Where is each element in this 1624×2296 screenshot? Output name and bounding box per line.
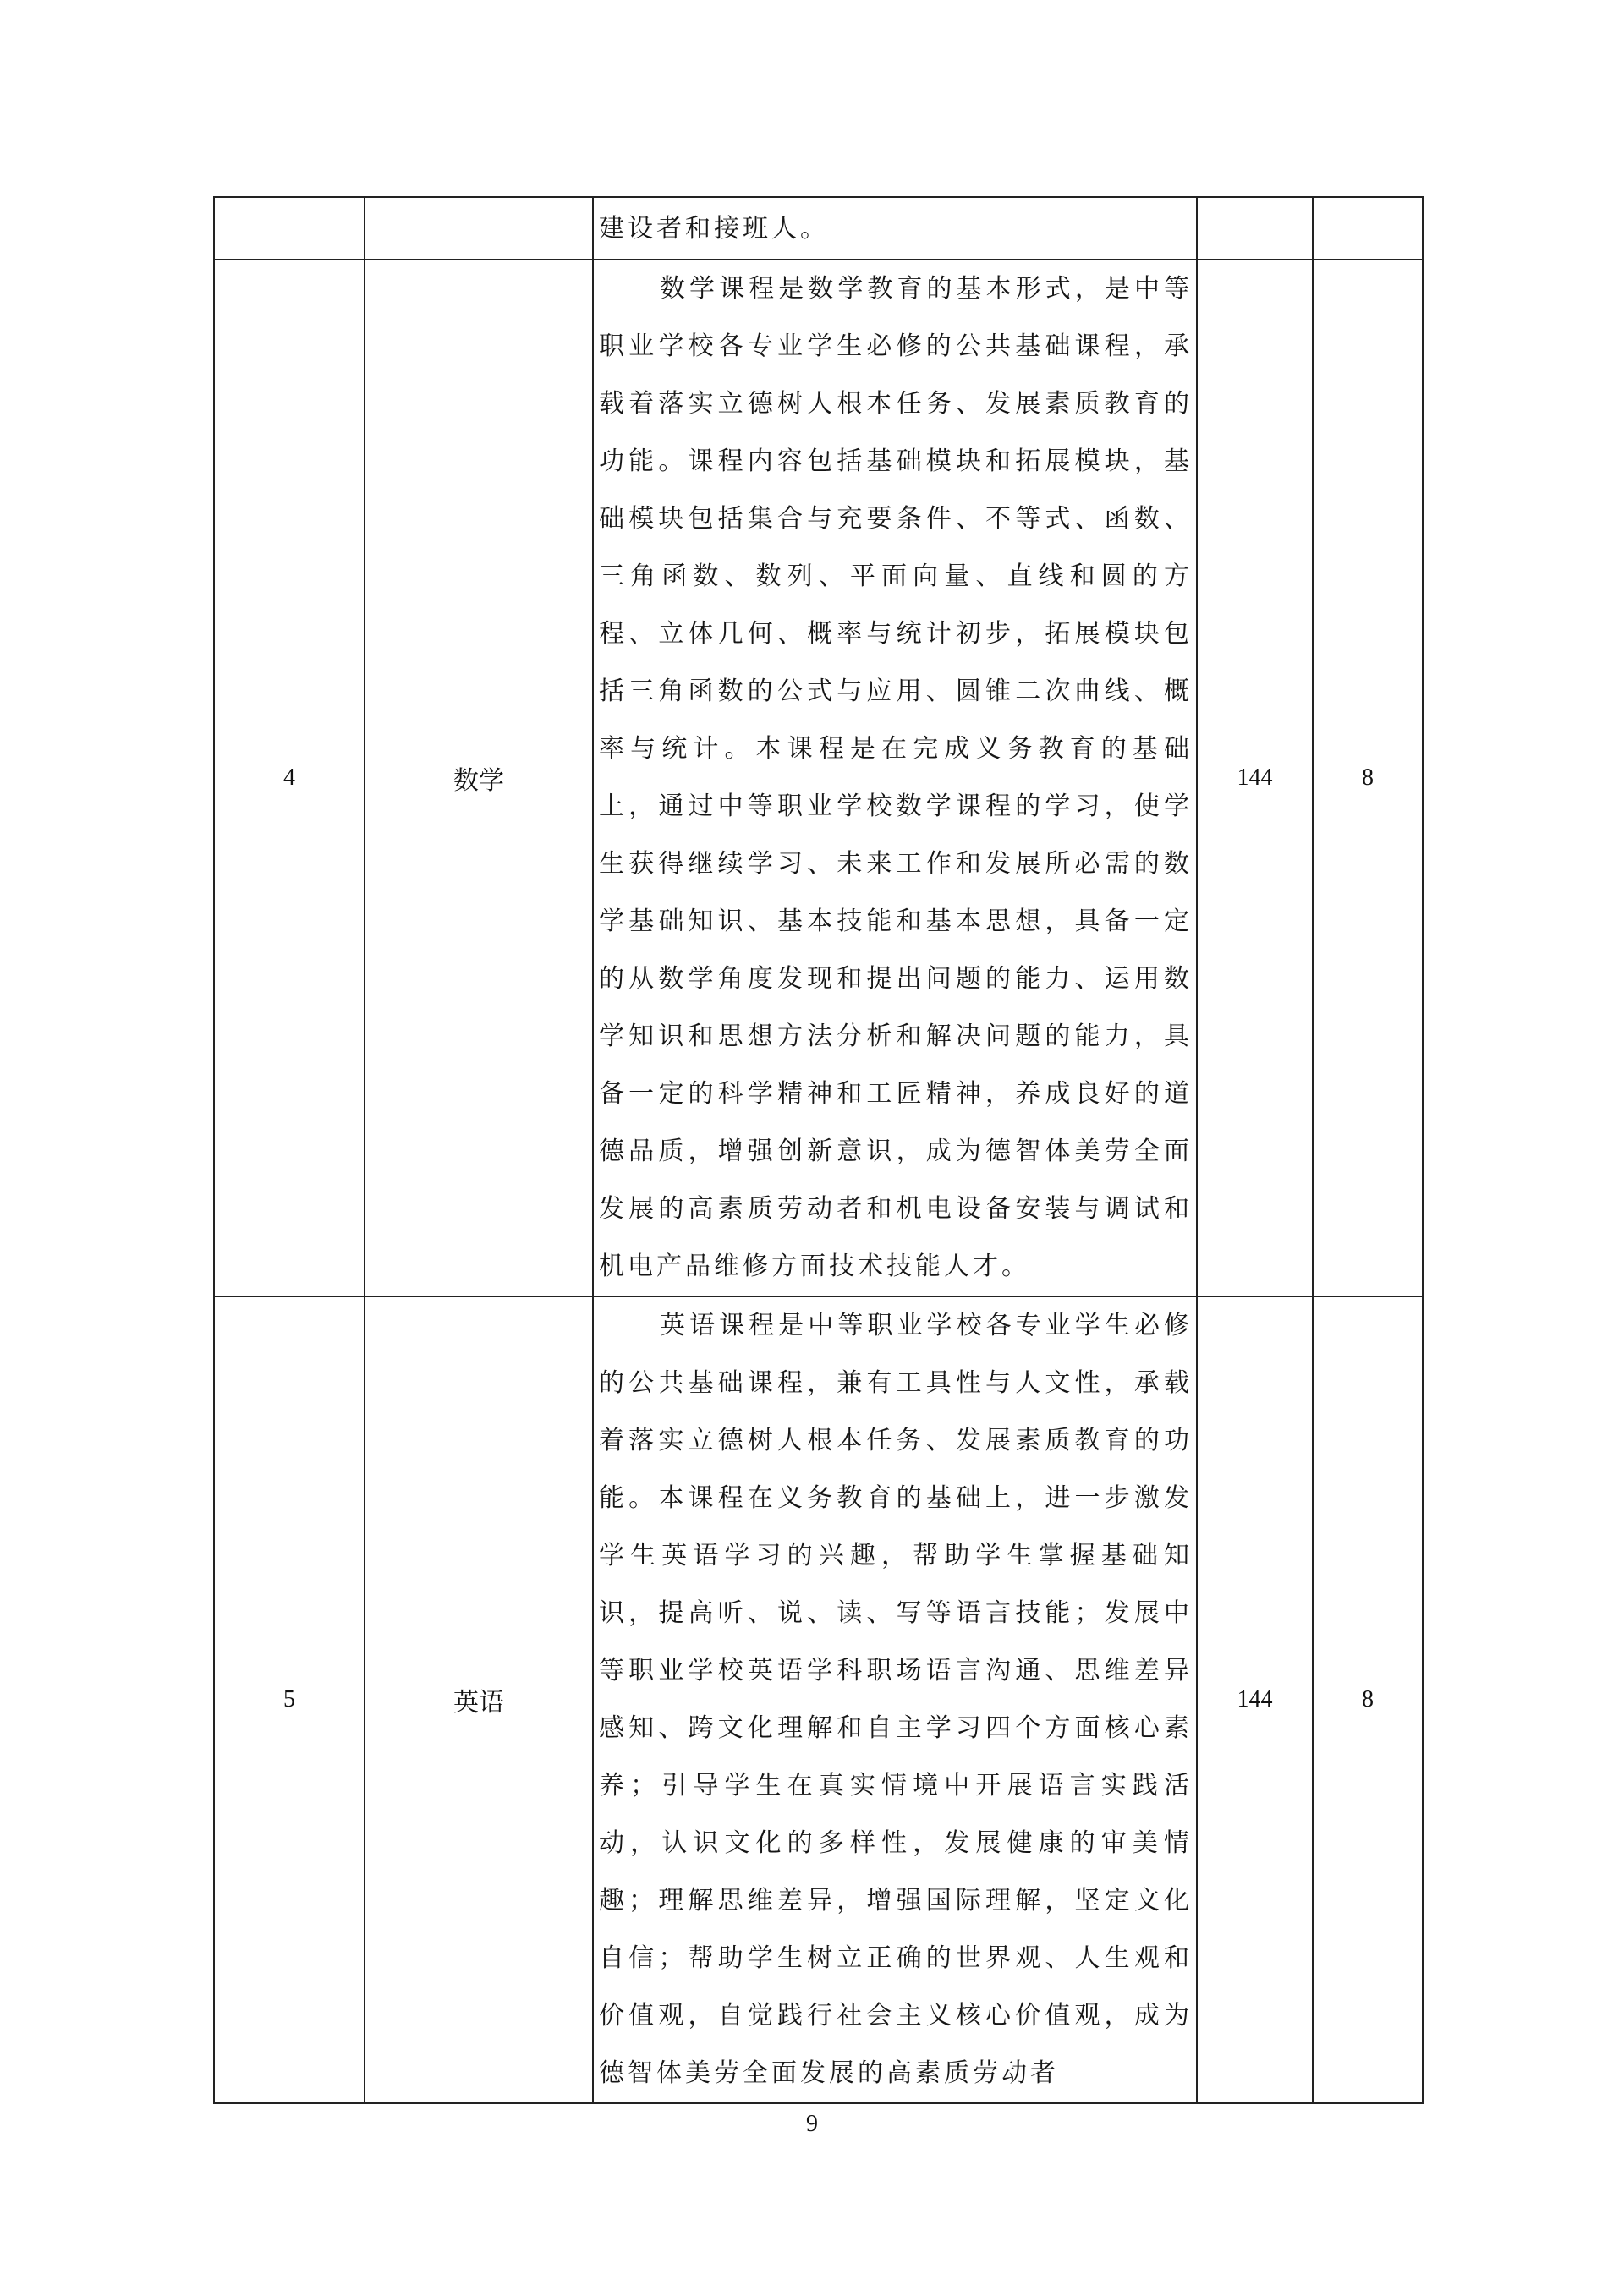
course-name-cell (365, 197, 593, 260)
course-credits-cell: 8 (1313, 260, 1423, 1296)
course-description-cell (593, 197, 1197, 260)
course-hours-cell: 144 (1197, 260, 1313, 1296)
course-hours-cell (1197, 197, 1313, 260)
course-index-cell: 4 (214, 260, 365, 1296)
table-row-math (214, 260, 1423, 1296)
course-name-cell: 数学 (365, 260, 593, 1296)
course-credits-cell (1313, 197, 1423, 260)
course-description-text: 数学课程是数学教育的基本形式，是中等职业学校各专业学生必修的公共基础课程，承载着落实立德树人根本任务、发展素质教育的功能。课程内容包括基础模块和拓展模块，基础模块包括集合与充要条件、不等式、函数、三角函数、数列、平面向量、直线和圆的方程、立体几何、概率与统计初步，拓展模块包括三角函数的公式与应用、圆锥二次曲线、概率与统计。本课程是在完成义务教育的基础上，通过中等职业学校数学课程的学习，使学生获得继续学习、未来工作和发展所必需的数学基础知识、基本技能和基本思想，具备一定的从数学角度发现和提出问题的能力、运用数学知识和思想方法分析和解决问题的能力，具备一定的科学精神和工匠精神，养成良好的道德品质，增强创新意识，成为德智体美劳全面发展的高素质劳动者和机电设备安装与调试和机电产品维修方面技术技能人才。 (599, 274, 1193, 1281)
course-description-text: 建设者和接班人。 (599, 214, 829, 244)
course-name-cell: 英语 (365, 1296, 593, 2103)
course-credits-cell: 8 (1313, 1296, 1423, 2103)
page-number: 9 (806, 2111, 818, 2137)
table-row-english (214, 1296, 1423, 2103)
course-index-cell (214, 197, 365, 260)
course-description-cell (593, 260, 1197, 1296)
course-hours-cell: 144 (1197, 1296, 1313, 2103)
course-index-cell: 5 (214, 1296, 365, 2103)
course-description-text: 英语课程是中等职业学校各专业学生必修的公共基础课程，兼有工具性与人文性，承载着落实立德树人根本任务、发展素质教育的功能。本课程在义务教育的基础上，进一步激发学生英语学习的兴趣，帮助学生掌握基础知识，提高听、说、读、写等语言技能；发展中等职业学校英语学科职场语言沟通、思维差异感知、跨文化理解和自主学习四个方面核心素养；引导学生在真实情境中开展语言实践活动，认识文化的多样性，发展健康的审美情趣；理解思维差异，增强国际理解，坚定文化自信；帮助学生树立正确的世界观、人生观和价值观，自觉践行社会主义核心价值观，成为德智体美劳全面发展的高素质劳动者 (599, 1311, 1193, 2088)
course-table (213, 196, 1424, 2104)
course-description-cell (593, 1296, 1197, 2103)
table-row-continued (214, 197, 1423, 260)
